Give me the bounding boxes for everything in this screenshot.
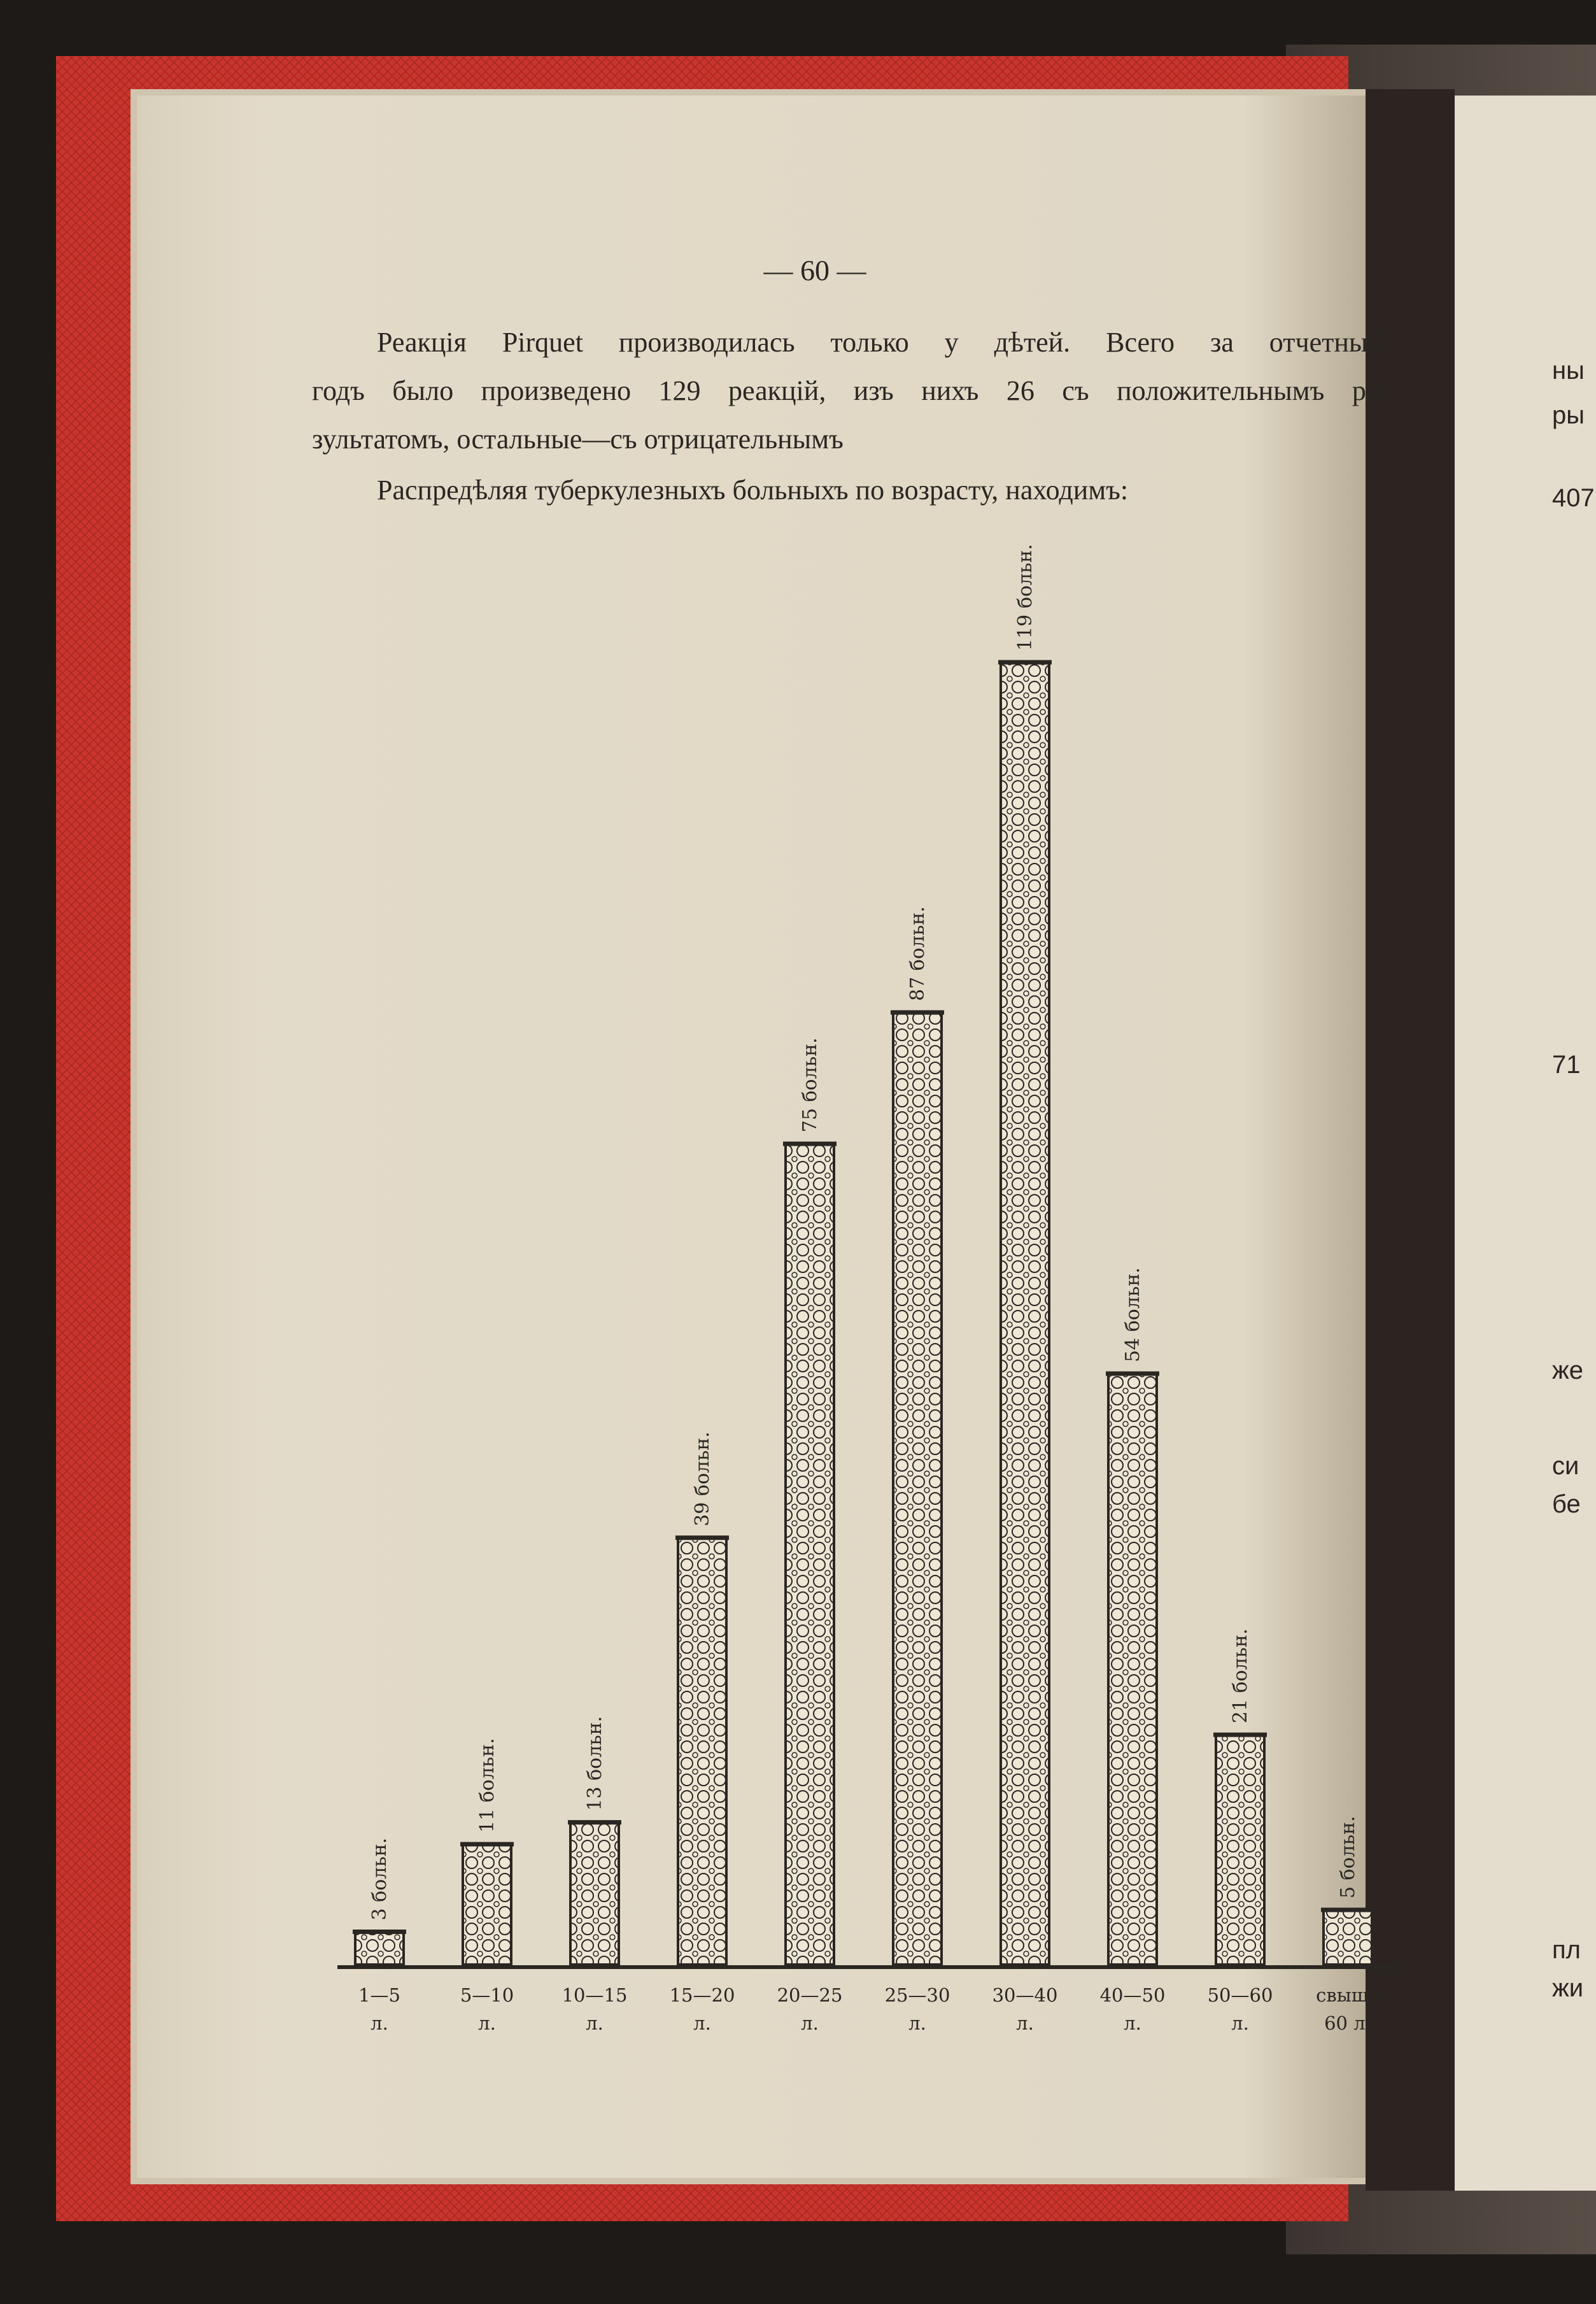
category-label: 20—25 bbox=[777, 1984, 843, 2006]
chart-bar bbox=[463, 1844, 511, 1965]
category-label: 15—20 bbox=[669, 1984, 735, 2006]
chart-bar bbox=[570, 1823, 619, 1965]
chart-bar bbox=[893, 1013, 942, 1965]
facing-page-fragment: бе bbox=[1552, 1490, 1581, 1518]
category-unit-label: л. bbox=[586, 2012, 604, 2034]
chart-bar bbox=[786, 1144, 834, 1965]
data-label: 11 больн. bbox=[476, 1738, 498, 1833]
chart-bar bbox=[1216, 1735, 1264, 1965]
category-label: 5—10 bbox=[460, 1984, 514, 2006]
category-unit-label: 60 л. bbox=[1324, 2012, 1371, 2034]
category-unit-label: л. bbox=[1016, 2012, 1034, 2034]
category-unit-label: л. bbox=[1124, 2012, 1141, 2034]
paragraph-1-line-2: годъ было произведено 129 реакцій, изъ нихъ 26 съ положительнымъ ре- bbox=[312, 375, 1388, 406]
facing-page-fragment: 407 bbox=[1552, 484, 1595, 512]
category-label: 50—60 bbox=[1207, 1984, 1273, 2006]
chart-bar bbox=[1324, 1910, 1372, 1965]
chart-bar bbox=[678, 1538, 726, 1965]
data-label: 75 больн. bbox=[799, 1037, 821, 1133]
category-unit-label: л. bbox=[908, 2012, 926, 2034]
data-label: 119 больн. bbox=[1014, 544, 1036, 651]
facing-page-fragment: ны bbox=[1552, 357, 1585, 385]
data-label: 54 больн. bbox=[1122, 1267, 1144, 1363]
data-label: 21 больн. bbox=[1229, 1628, 1252, 1724]
paragraph-2: Распредѣляя туберкулезныхъ больныхъ по возрасту, находимъ: bbox=[377, 474, 1129, 506]
facing-page-fragment: пл bbox=[1552, 1936, 1581, 1964]
page-number: — 60 — bbox=[763, 254, 866, 287]
facing-page-fragment: си bbox=[1552, 1452, 1579, 1480]
data-label: 3 больн. bbox=[369, 1837, 391, 1921]
category-unit-label: л. bbox=[693, 2012, 711, 2034]
paragraph-1-line-1: Реакція Pirquet производилась только у дѣтей. Всего за отчетный bbox=[377, 327, 1383, 358]
category-label: 1—5 bbox=[358, 1984, 400, 2006]
category-label: 10—15 bbox=[561, 1984, 628, 2006]
category-unit-label: л. bbox=[371, 2012, 388, 2034]
category-unit-label: л. bbox=[1231, 2012, 1249, 2034]
chart-bar bbox=[1001, 662, 1049, 1965]
category-unit-label: л. bbox=[478, 2012, 496, 2034]
chart-bar bbox=[355, 1931, 404, 1965]
facing-page-fragment: ры bbox=[1552, 401, 1585, 429]
category-label: свыше bbox=[1316, 1984, 1380, 2006]
data-label: 13 больн. bbox=[584, 1716, 606, 1811]
category-label: 40—50 bbox=[1099, 1984, 1166, 2006]
category-unit-label: л. bbox=[801, 2012, 819, 2034]
chart-bar bbox=[1108, 1374, 1157, 1965]
data-label: 87 больн. bbox=[907, 906, 929, 1001]
facing-page-fragment: жи bbox=[1552, 1974, 1584, 2002]
paragraph-1-line-3: зультатомъ, остальные—съ отрицательнымъ bbox=[312, 423, 844, 455]
facing-page-fragment: 71 bbox=[1552, 1051, 1581, 1079]
category-label: 30—40 bbox=[992, 1984, 1058, 2006]
facing-page-fragment: же bbox=[1552, 1356, 1584, 1384]
data-label: 39 больн. bbox=[691, 1432, 714, 1526]
data-label: 5 больн. bbox=[1337, 1816, 1359, 1899]
category-label: 25—30 bbox=[884, 1984, 950, 2006]
